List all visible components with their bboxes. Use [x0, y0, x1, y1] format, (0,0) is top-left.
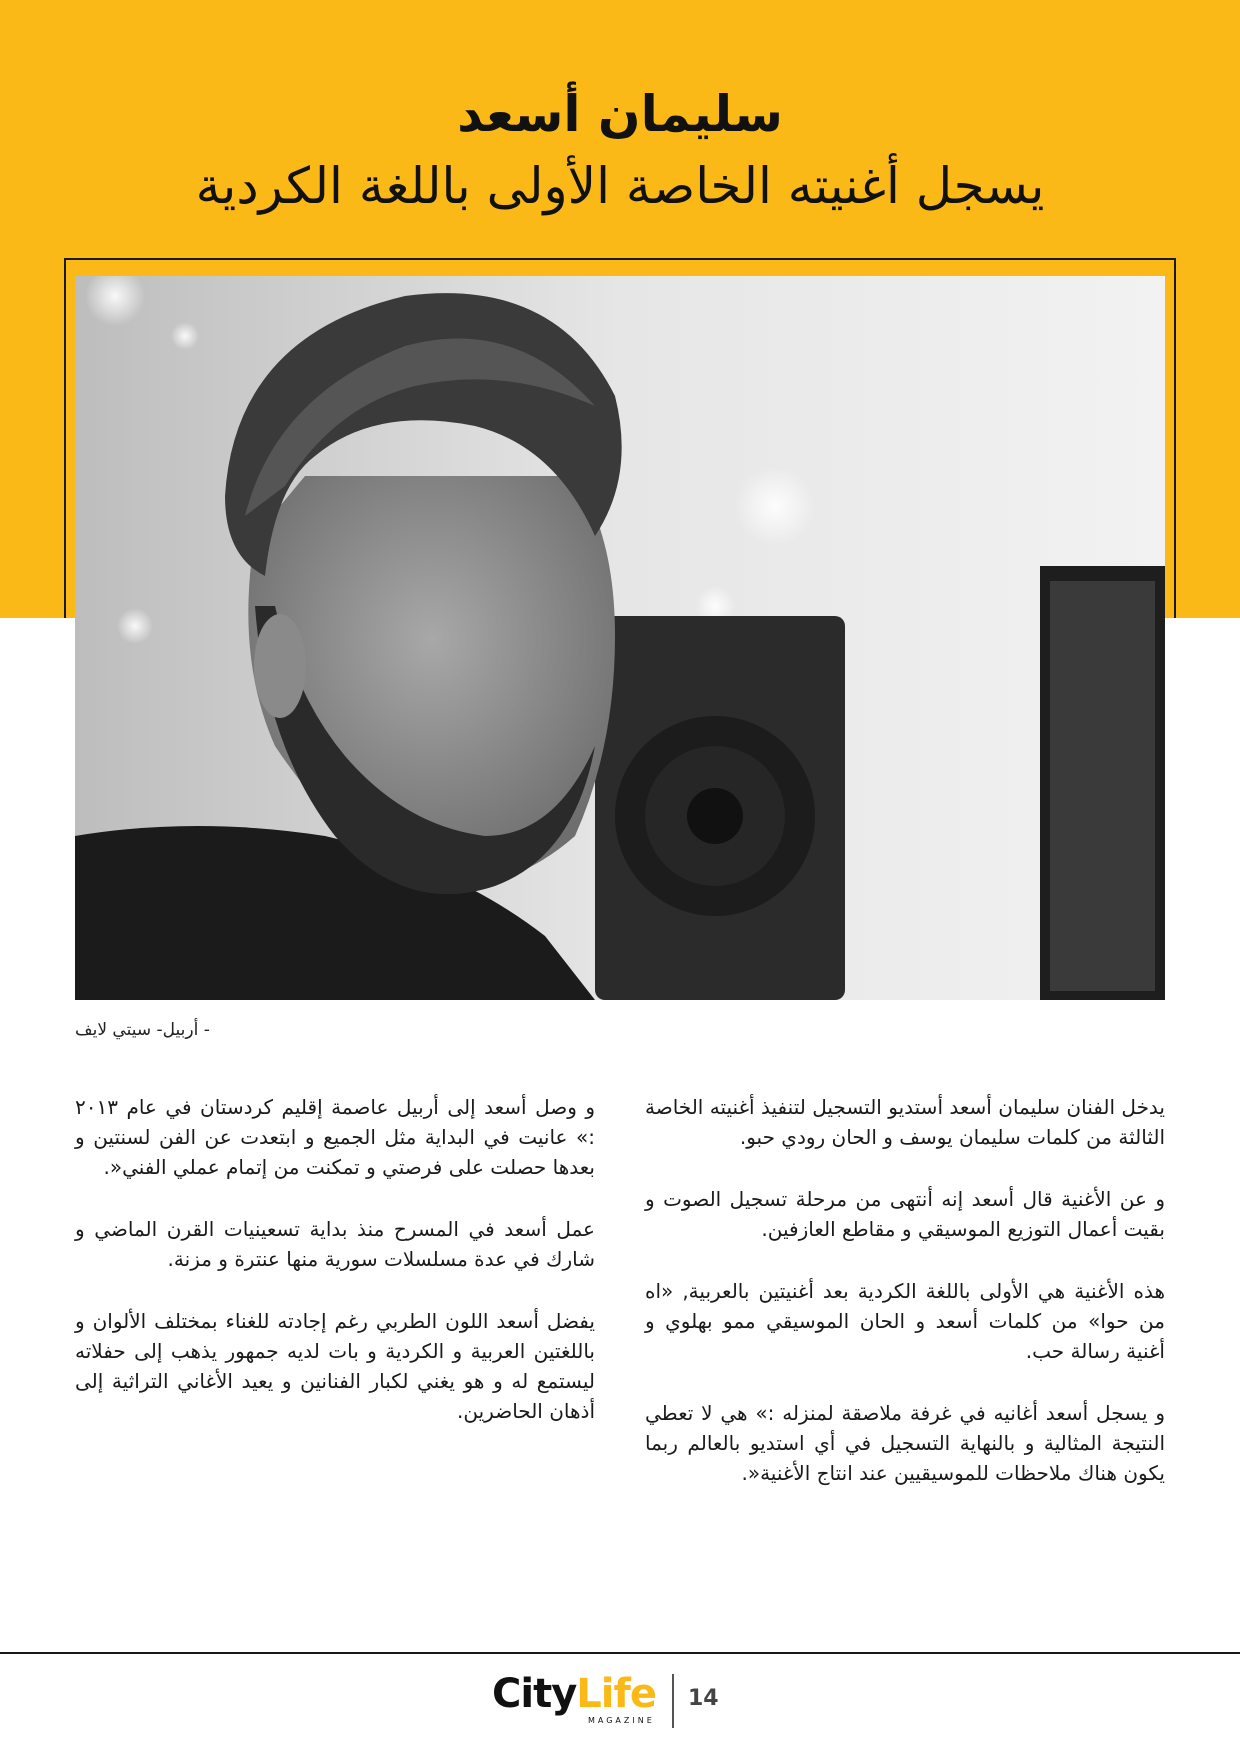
- paragraph: هذه الأغنية هي الأولى باللغة الكردية بعد أغنيتين بالعربية, «اه من حوا» من كلمات أسعد و الحان الموسيقي ممو بهلوي و أغنية رسالة حب.: [645, 1279, 1165, 1363]
- article-headline: [40, 78, 1200, 222]
- paragraph: و يسجل أسعد أغانيه في غرفة ملاصقة لمنزله :» هي لا تعطي النتيجة المثالية و بالنهاية التسجيل في أي استديو بالعالم ربما يكون هناك ملاحظات للموسيقيين عند انتاج الأغنية«.: [645, 1401, 1165, 1485]
- footer-divider: [0, 1652, 1240, 1654]
- paragraph: يدخل الفنان سليمان أسعد أستديو التسجيل لتنفيذ أغنيته الخاصة الثالثة من كلمات سليمان يوسف و الحان رودي حبو.: [645, 1095, 1165, 1149]
- photo-frame-left: [64, 258, 66, 618]
- page-number: 14: [688, 1686, 719, 1711]
- headline-subtitle: يسجل أغنيته الخاصة الأولى باللغة الكردية: [195, 157, 1045, 215]
- photo-frame-right: [1174, 258, 1176, 618]
- logo-magazine-text: MAGAZINE: [588, 1716, 655, 1725]
- citylife-logo: [492, 1672, 672, 1726]
- footer-separator: [672, 1674, 674, 1728]
- paragraph: و وصل أسعد إلى أربيل عاصمة إقليم كردستان في عام ٢٠١٣ :» عانيت في البداية مثل الجميع و ابتعدت عن الفن لسنتين و بعدها حصلت على فرصتي و تمكنت من إتمام عملي الفني«.: [75, 1095, 595, 1179]
- logo-city-text: City: [492, 1671, 577, 1717]
- paragraph: عمل أسعد في المسرح منذ بداية تسعينيات القرن الماضي و شارك في عدة مسلسلات سورية منها عنترة و مزنة.: [75, 1217, 595, 1271]
- paragraph: يفضل أسعد اللون الطربي رغم إجادته للغناء بمختلف الألوان و باللغتين العربية و الكردية و بات لديه جمهور يذهب إلى حفلاته ليستمع له و هو يغني لكبار الفنانين و يعيد الأغاني التراثية إلى أذهان الحاضرين.: [75, 1309, 595, 1423]
- headline-title: سليمان أسعد: [457, 85, 783, 143]
- paragraph: و عن الأغنية قال أسعد إنه أنتهى من مرحلة تسجيل الصوت و بقيت أعمال التوزيع الموسيقي و مقاطع العازفين.: [645, 1187, 1165, 1241]
- photo-frame-top: [64, 258, 1176, 260]
- article-column-left: [75, 1092, 595, 1458]
- portrait-photo: [75, 276, 1165, 1000]
- photo-caption: - أربيل- سيتي لايف: [75, 1020, 210, 1040]
- article-column-right: [645, 1092, 1165, 1520]
- logo-life-text: Life: [576, 1671, 656, 1717]
- portrait-photo-icon: [75, 276, 1165, 1000]
